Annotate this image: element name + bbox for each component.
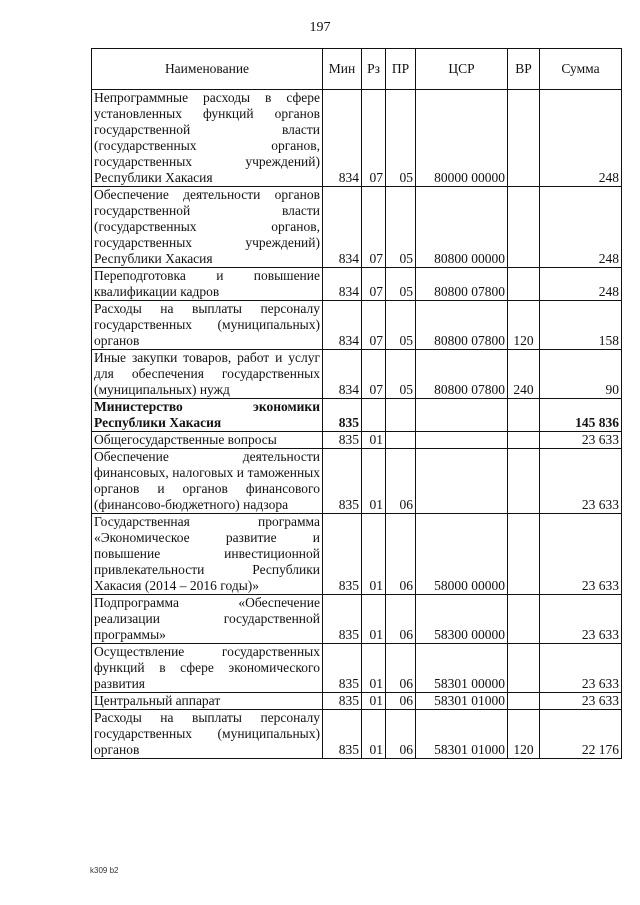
- cell-min: 835: [323, 595, 362, 644]
- cell-min: 835: [323, 644, 362, 693]
- cell-name: Государственная программа «Экономическое развитие и повышение инвестиционной привлекательности Республики Хакасия (2014 – 2016 годы)»: [92, 514, 323, 595]
- cell-vr: [508, 514, 540, 595]
- cell-rz: 07: [362, 268, 386, 301]
- cell-vr: 240: [508, 350, 540, 399]
- header-sum: Сумма: [540, 49, 622, 90]
- cell-name: Осуществление государственных функций в сфере экономического развития: [92, 644, 323, 693]
- cell-csr: [416, 449, 508, 514]
- table-row: [92, 595, 622, 644]
- cell-rz: 01: [362, 693, 386, 710]
- cell-rz: 07: [362, 301, 386, 350]
- cell-csr: 80800 07800: [416, 350, 508, 399]
- cell-pr: 06: [386, 710, 416, 759]
- cell-csr: [416, 399, 508, 432]
- cell-rz: 01: [362, 514, 386, 595]
- cell-min: 835: [323, 514, 362, 595]
- table-row: [92, 449, 622, 514]
- cell-sum: 23 633: [540, 595, 622, 644]
- table-row: [92, 301, 622, 350]
- cell-sum: 90: [540, 350, 622, 399]
- header-csr: ЦСР: [416, 49, 508, 90]
- cell-rz: 07: [362, 90, 386, 187]
- cell-rz: 01: [362, 595, 386, 644]
- cell-rz: 01: [362, 449, 386, 514]
- cell-sum: 23 633: [540, 644, 622, 693]
- cell-sum: 248: [540, 90, 622, 187]
- cell-name: Переподготовка и повышение квалификации кадров: [92, 268, 323, 301]
- table-row: [92, 90, 622, 187]
- cell-pr: 06: [386, 693, 416, 710]
- cell-name: Обеспечение деятельности финансовых, налоговых и таможенных органов и органов финансового (финансово-бюджетного) надзора: [92, 449, 323, 514]
- cell-vr: [508, 268, 540, 301]
- cell-csr: 80800 00000: [416, 187, 508, 268]
- footer-code: k309 b2: [90, 866, 119, 875]
- cell-sum: 22 176: [540, 710, 622, 759]
- cell-vr: [508, 644, 540, 693]
- cell-name: Подпрограмма «Обеспечение реализации государственной программы»: [92, 595, 323, 644]
- cell-csr: 58301 01000: [416, 710, 508, 759]
- cell-rz: 01: [362, 644, 386, 693]
- table-row: [92, 514, 622, 595]
- cell-vr: 120: [508, 710, 540, 759]
- table-row: [92, 644, 622, 693]
- cell-sum: 248: [540, 268, 622, 301]
- cell-vr: 120: [508, 301, 540, 350]
- cell-vr: [508, 432, 540, 449]
- cell-rz: 01: [362, 710, 386, 759]
- cell-vr: [508, 187, 540, 268]
- cell-name: Общегосударственные вопросы: [92, 432, 323, 449]
- table-row: [92, 187, 622, 268]
- cell-pr: 05: [386, 350, 416, 399]
- cell-pr: 05: [386, 301, 416, 350]
- table-row: [92, 350, 622, 399]
- header-pr: ПР: [386, 49, 416, 90]
- cell-min: 834: [323, 187, 362, 268]
- cell-name: Обеспечение деятельности органов государственной власти (государственных органов, государственных учреждений) Республики Хакасия: [92, 187, 323, 268]
- cell-name: Расходы на выплаты персоналу государственных (муниципальных) органов: [92, 301, 323, 350]
- table-row: [92, 268, 622, 301]
- cell-csr: 58301 00000: [416, 644, 508, 693]
- table-row: [92, 693, 622, 710]
- header-rz: Рз: [362, 49, 386, 90]
- cell-pr: 05: [386, 187, 416, 268]
- cell-min: 835: [323, 432, 362, 449]
- table-row: [92, 432, 622, 449]
- cell-sum: 145 836: [540, 399, 622, 432]
- table-row: [92, 710, 622, 759]
- cell-rz: 07: [362, 187, 386, 268]
- cell-name: Министерство экономики Республики Хакасия: [92, 399, 323, 432]
- cell-name: Центральный аппарат: [92, 693, 323, 710]
- cell-csr: 80800 07800: [416, 268, 508, 301]
- header-name: Наименование: [92, 49, 323, 90]
- cell-pr: 06: [386, 449, 416, 514]
- page-number: 197: [309, 20, 331, 35]
- cell-rz: 07: [362, 350, 386, 399]
- cell-min: 835: [323, 399, 362, 432]
- cell-sum: 248: [540, 187, 622, 268]
- cell-min: 834: [323, 268, 362, 301]
- cell-vr: [508, 90, 540, 187]
- cell-min: 835: [323, 693, 362, 710]
- cell-name: Иные закупки товаров, работ и услуг для обеспечения государственных (муниципальных) нужд: [92, 350, 323, 399]
- cell-pr: [386, 399, 416, 432]
- table-header-row: [92, 49, 622, 90]
- cell-sum: 23 633: [540, 449, 622, 514]
- cell-vr: [508, 399, 540, 432]
- cell-csr: 80800 07800: [416, 301, 508, 350]
- cell-pr: 06: [386, 644, 416, 693]
- cell-csr: 58000 00000: [416, 514, 508, 595]
- cell-pr: [386, 432, 416, 449]
- header-vr: ВР: [508, 49, 540, 90]
- cell-csr: 58301 01000: [416, 693, 508, 710]
- cell-vr: [508, 595, 540, 644]
- cell-csr: 58300 00000: [416, 595, 508, 644]
- budget-table: [91, 48, 622, 759]
- cell-min: 834: [323, 301, 362, 350]
- cell-min: 835: [323, 449, 362, 514]
- cell-sum: 158: [540, 301, 622, 350]
- cell-pr: 06: [386, 595, 416, 644]
- cell-sum: 23 633: [540, 693, 622, 710]
- cell-name: Расходы на выплаты персоналу государственных (муниципальных) органов: [92, 710, 323, 759]
- cell-name: Непрограммные расходы в сфере установленных функций органов государственной власти (государственных органов, государственных учреждений) Республики Хакасия: [92, 90, 323, 187]
- cell-vr: [508, 449, 540, 514]
- cell-pr: 05: [386, 268, 416, 301]
- cell-pr: 06: [386, 514, 416, 595]
- cell-csr: [416, 432, 508, 449]
- cell-rz: 01: [362, 432, 386, 449]
- cell-vr: [508, 693, 540, 710]
- cell-sum: 23 633: [540, 432, 622, 449]
- cell-sum: 23 633: [540, 514, 622, 595]
- cell-pr: 05: [386, 90, 416, 187]
- table-row: [92, 399, 622, 432]
- cell-rz: [362, 399, 386, 432]
- cell-csr: 80000 00000: [416, 90, 508, 187]
- cell-min: 834: [323, 90, 362, 187]
- header-min: Мин: [323, 49, 362, 90]
- cell-min: 834: [323, 350, 362, 399]
- cell-min: 835: [323, 710, 362, 759]
- table-body: [92, 90, 622, 759]
